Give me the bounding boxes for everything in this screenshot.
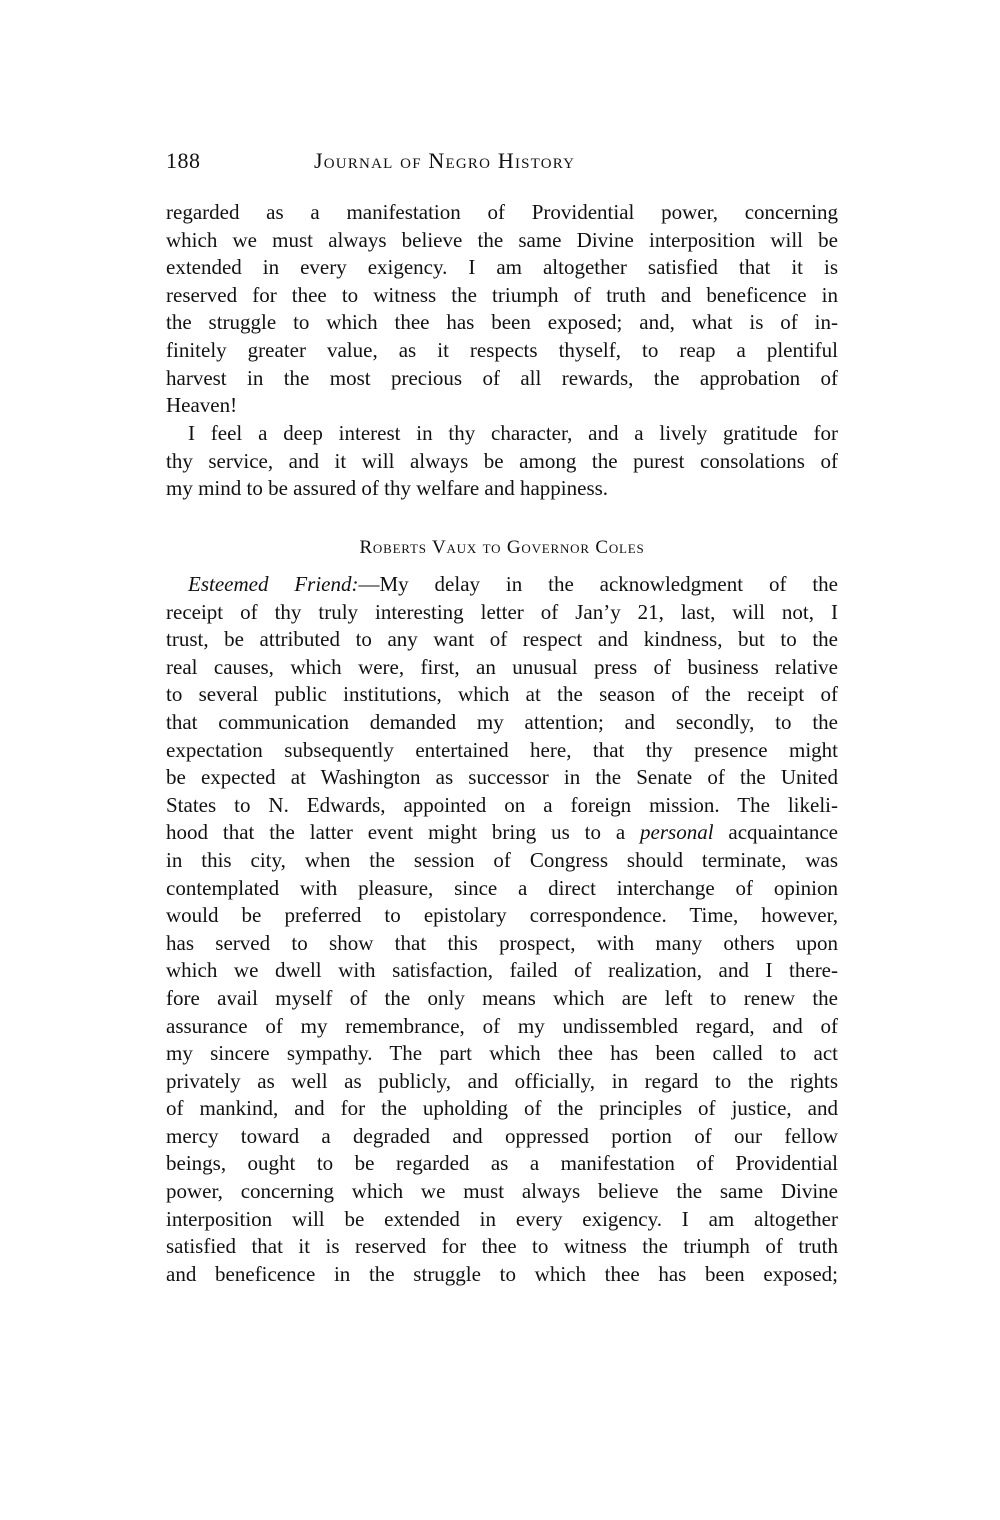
text-line: my mind to be assured of thy welfare and happiness. [166, 476, 609, 501]
text-line: receipt of thy truly interesting letter of Jan’y 21, last, will not, I [166, 599, 838, 624]
section-heading: Roberts Vaux to Governor Coles [359, 537, 645, 558]
text-line: in this city, when the session of Congress should terminate, was [166, 847, 838, 872]
text-line: which we must always believe the same Divine interposition will be [166, 227, 838, 252]
text-run: —My delay in the acknowledgment of the [358, 572, 838, 596]
text-line: Heaven! [166, 393, 238, 418]
text-line: beings, ought to be regarded as a manifestation of Providential [166, 1151, 838, 1176]
text-line: to several public institutions, which at the season of the receipt of [166, 682, 838, 707]
text-line: assurance of my remembrance, of my undissembled regard, and of [166, 1013, 838, 1038]
text-line: interposition will be extended in every exigency. I am altogether [166, 1206, 838, 1231]
text-line: power, concerning which we must always believe the same Divine [166, 1179, 838, 1204]
text-line: expectation subsequently entertained here, that thy presence might [166, 737, 838, 762]
salutation: Esteemed Friend: [188, 572, 359, 596]
text-line: my sincere sympathy. The part which thee has been called to act [166, 1041, 838, 1066]
page-number: 188 [166, 148, 201, 173]
text-line: of mankind, and for the upholding of the principles of justice, and [166, 1096, 838, 1121]
text-line [166, 819, 838, 847]
text-line: finitely greater value, as it respects thyself, to reap a plentiful [166, 337, 838, 362]
text-line: States to N. Edwards, appointed on a foreign mission. The likeli- [166, 792, 838, 817]
continuation-paragraph [166, 199, 838, 420]
text-line: which we dwell with satisfaction, failed of realization, and I there- [166, 958, 838, 983]
salutation-line [166, 571, 838, 599]
text-run: acquaintance [713, 820, 839, 845]
text-line: the struggle to which thee has been exposed; and, what is of in- [166, 310, 838, 335]
emphasis-personal: personal [640, 820, 714, 845]
text-line: mercy toward a degraded and oppressed portion of our fellow [166, 1123, 838, 1148]
text-line: real causes, which were, first, an unusual press of business relative [166, 654, 838, 679]
text-line: regarded as a manifestation of Providential power, concerning [166, 200, 838, 224]
text-line: has served to show that this prospect, with many others upon [166, 930, 838, 955]
text-line: I feel a deep interest in thy character, and a lively gratitude for [188, 421, 838, 445]
closing-paragraph [166, 420, 838, 503]
text-line: fore avail myself of the only means which are left to renew the [166, 985, 838, 1010]
text-line: extended in every exigency. I am altogether satisfied that it is [166, 255, 838, 280]
text-line: be expected at Washington as successor in the Senate of the United [166, 765, 838, 790]
running-head [166, 146, 838, 176]
text-line: would be preferred to epistolary correspondence. Time, however, [166, 903, 838, 928]
text-run: hood that the latter event might bring us to a [166, 820, 641, 845]
text-line: satisfied that it is reserved for thee to witness the triumph of truth [166, 1234, 838, 1259]
text-line: reserved for thee to witness the triumph of truth and beneficence in [166, 282, 838, 307]
text-line: thy service, and it will always be among the purest consolations of [166, 448, 838, 473]
text-line: and beneficence in the struggle to which thee has been exposed; [166, 1261, 838, 1286]
letter-paragraph [166, 571, 838, 1288]
text-line: contemplated with pleasure, since a direct interchange of opinion [166, 875, 838, 900]
text-line: harvest in the most precious of all rewards, the approbation of [166, 365, 838, 390]
journal-title: Journal of Negro History [314, 148, 576, 173]
text-line: trust, be attributed to any want of respect and kindness, but to the [166, 627, 838, 652]
text-line: privately as well as publicly, and officially, in regard to the rights [166, 1068, 838, 1093]
text-line: that communication demanded my attention; and secondly, to the [166, 709, 838, 734]
